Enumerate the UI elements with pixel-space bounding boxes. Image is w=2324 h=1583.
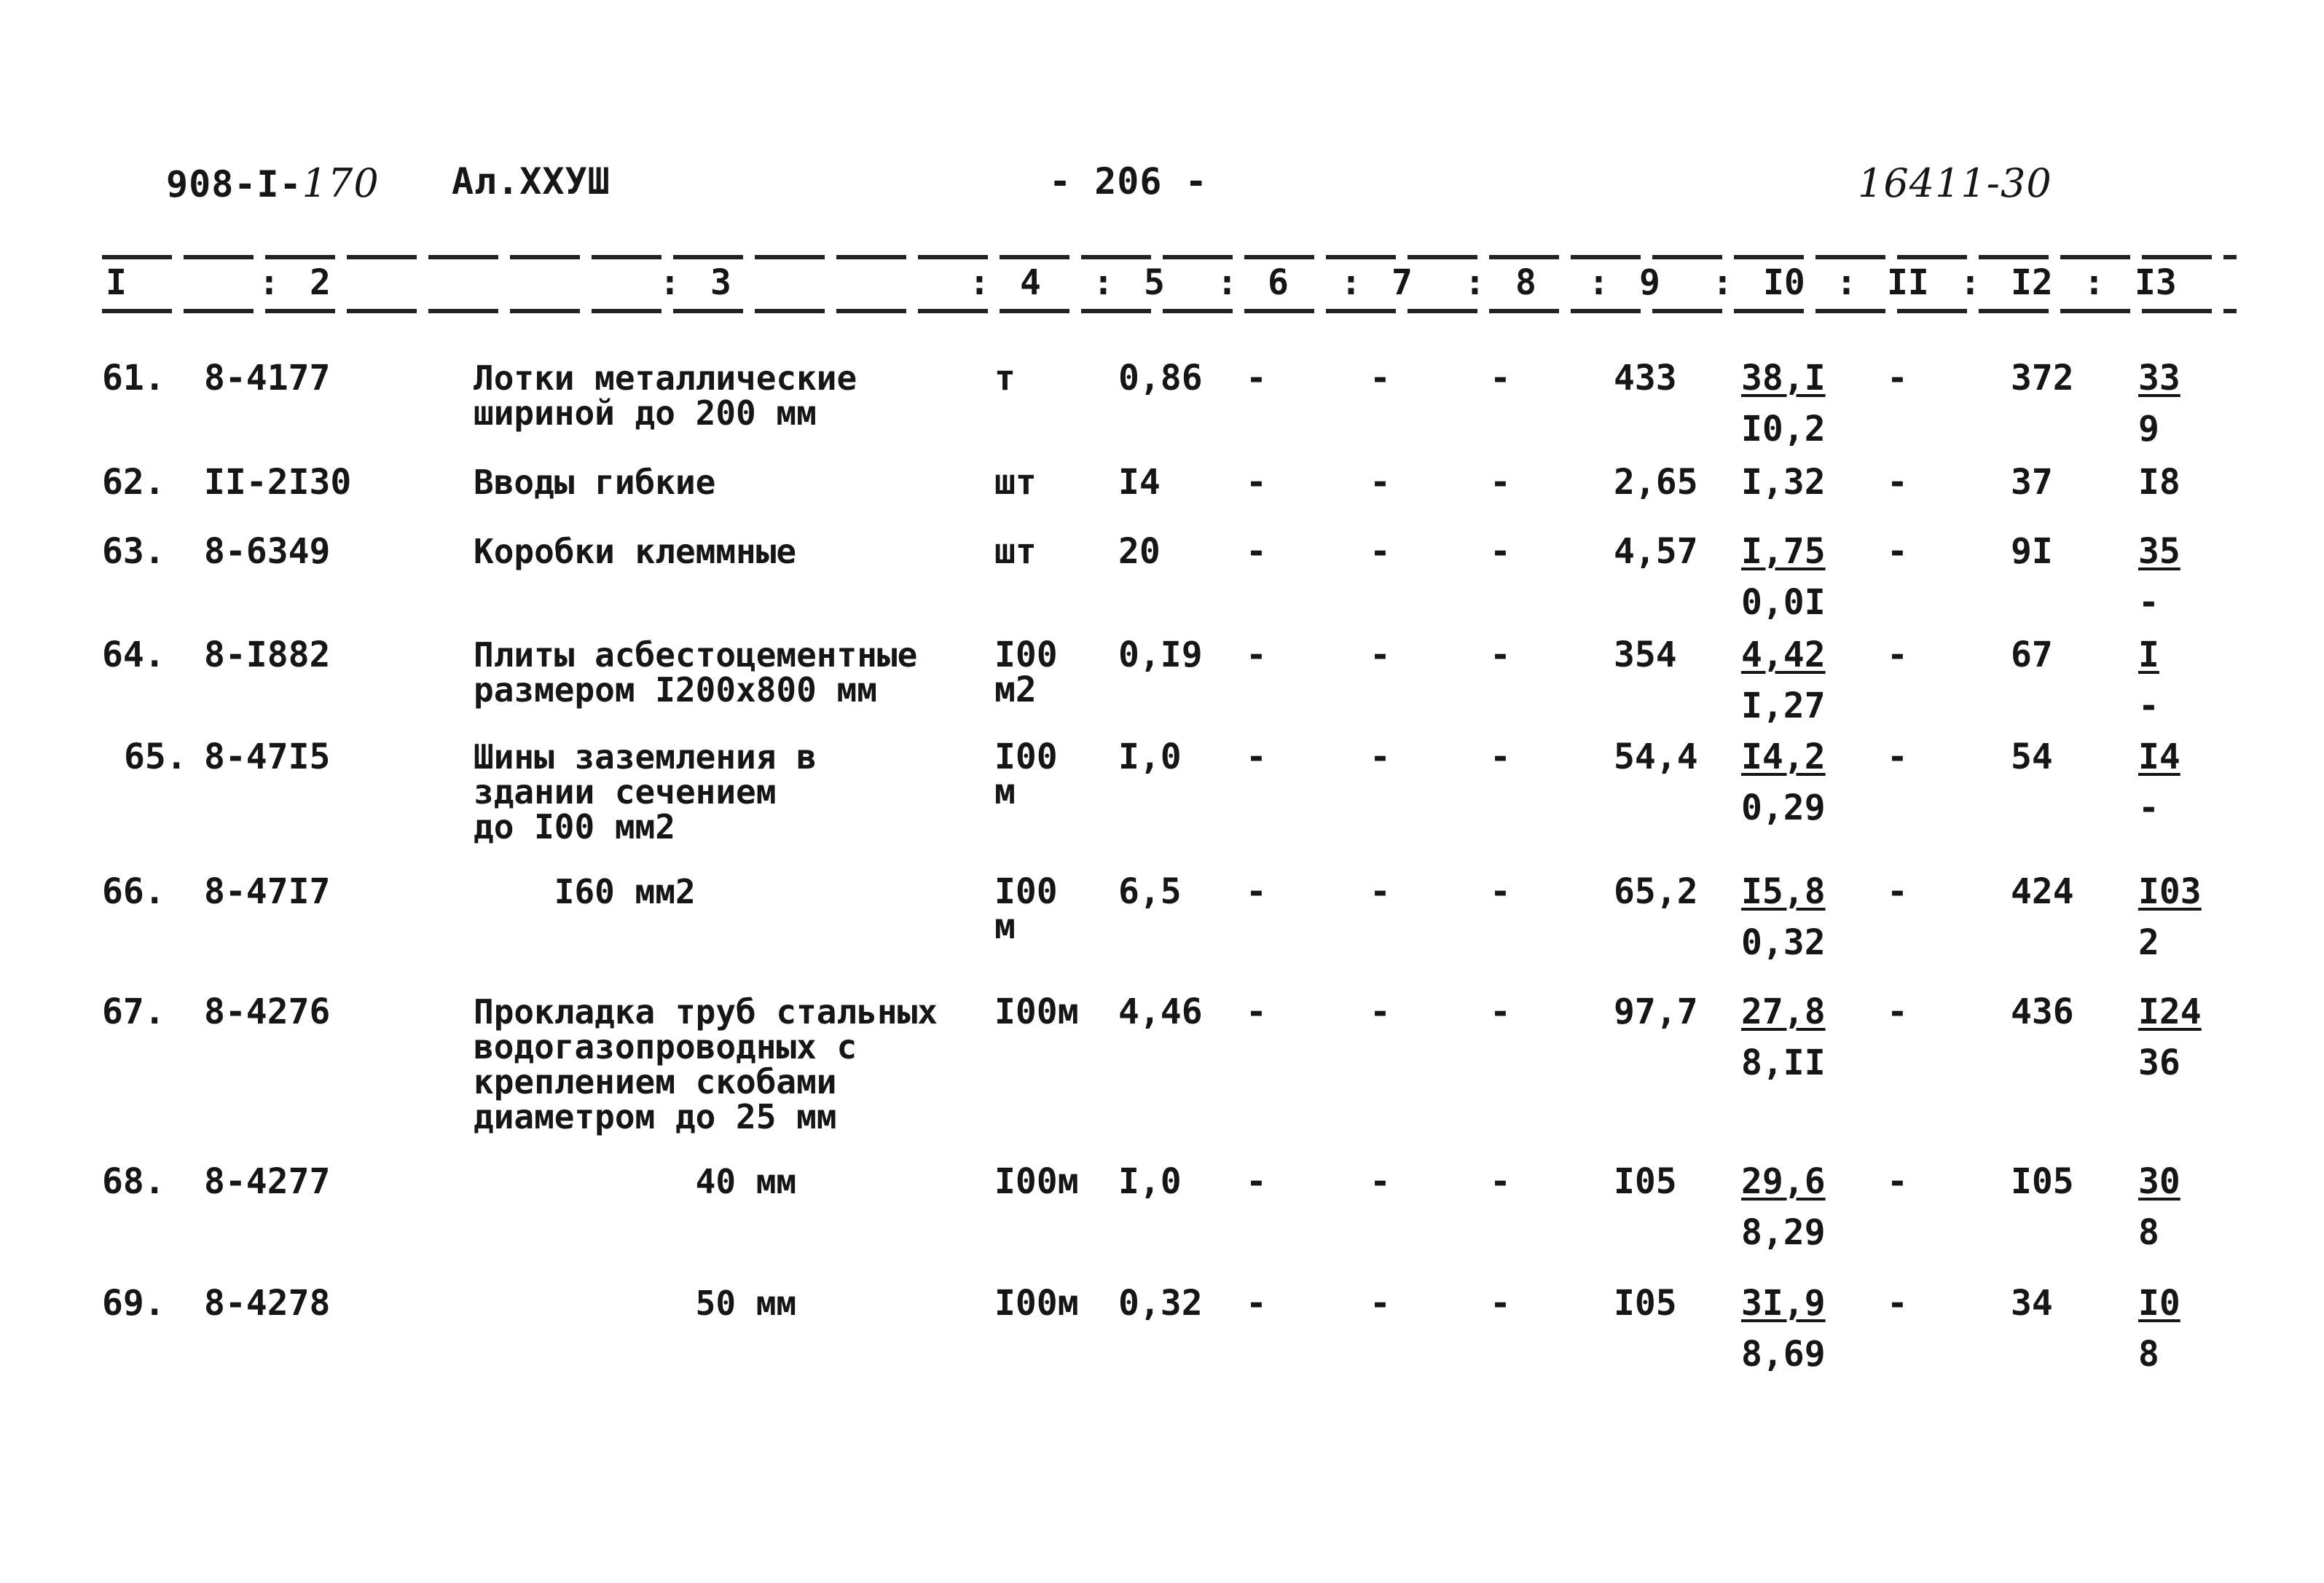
row-number: 63. bbox=[102, 531, 165, 572]
col-10-bottom-value: I0,2 bbox=[1741, 409, 1826, 449]
col-9-value: 354 bbox=[1614, 635, 1677, 675]
col-13-bottom-value: 9 bbox=[2138, 409, 2159, 449]
quantity: I,0 bbox=[1118, 1161, 1182, 1202]
col-13-fraction bbox=[2138, 736, 2180, 828]
quantity: I,0 bbox=[1118, 736, 1182, 777]
col-10-bottom-value: 8,69 bbox=[1741, 1334, 1826, 1375]
col-13-fraction bbox=[2138, 1283, 2180, 1375]
col-6-value: - bbox=[1246, 462, 1267, 503]
col-10-top-value: 4,42 bbox=[1741, 635, 1826, 675]
col-11-value: - bbox=[1887, 871, 1908, 912]
row-number: 67. bbox=[102, 991, 165, 1032]
col-9-value: 65,2 bbox=[1614, 871, 1698, 912]
norm-code: 8-47I5 bbox=[204, 736, 331, 777]
col-11-value: - bbox=[1887, 991, 1908, 1032]
work-description: Коробки клеммные bbox=[474, 532, 797, 571]
row-number: 66. bbox=[102, 871, 165, 912]
col-7-value: - bbox=[1370, 991, 1391, 1032]
column-header-8: 8 bbox=[1515, 262, 1536, 303]
col-8-value: - bbox=[1490, 991, 1511, 1032]
work-description: Лотки металлические шириной до 200 мм bbox=[474, 358, 857, 433]
col-7-value: - bbox=[1370, 871, 1391, 912]
col-9-value: I05 bbox=[1614, 1161, 1677, 1202]
col-10-fraction bbox=[1741, 991, 1826, 1083]
col-11-value: - bbox=[1887, 358, 1908, 398]
col-13-fraction bbox=[2138, 635, 2159, 726]
col-13-top-value: I4 bbox=[2138, 736, 2180, 777]
norm-code: 8-4276 bbox=[204, 991, 331, 1032]
col-13-bottom-value: - bbox=[2138, 787, 2159, 828]
quantity: 4,46 bbox=[1118, 991, 1203, 1032]
column-separator: : bbox=[259, 262, 280, 303]
norm-code: 8-4177 bbox=[204, 358, 331, 398]
col-13-top-value: I bbox=[2138, 635, 2159, 675]
col-13-top-value: 33 bbox=[2138, 358, 2180, 398]
col-10-bottom-value: 0,29 bbox=[1741, 787, 1826, 828]
column-separator: : bbox=[1960, 262, 1981, 303]
col-10-fraction bbox=[1741, 871, 1826, 963]
col-9-value: 54,4 bbox=[1614, 736, 1698, 777]
col-10-fraction bbox=[1741, 1283, 1826, 1375]
page-number bbox=[1049, 160, 1208, 203]
work-description: 50 мм bbox=[474, 1284, 797, 1323]
column-header-3: 3 bbox=[710, 262, 731, 303]
col-8-value: - bbox=[1490, 1283, 1511, 1324]
col-7-value: - bbox=[1370, 531, 1391, 572]
col-12-value: 9I bbox=[2011, 531, 2053, 572]
column-separator: : bbox=[1093, 262, 1114, 303]
col-13-fraction bbox=[2138, 358, 2180, 449]
col-13-top-value: I0 bbox=[2138, 1283, 2180, 1324]
column-separator: : bbox=[1712, 262, 1733, 303]
column-separator: : bbox=[1588, 262, 1609, 303]
col-8-value: - bbox=[1490, 736, 1511, 777]
col-10-bottom-value: I,27 bbox=[1741, 686, 1826, 726]
col-10-bottom-value: 0,32 bbox=[1741, 922, 1826, 963]
col-12-value: 54 bbox=[2011, 736, 2053, 777]
album-label: Ал.XXУШ bbox=[452, 160, 611, 203]
column-header-5: 5 bbox=[1144, 262, 1165, 303]
col-13-fraction bbox=[2138, 531, 2180, 623]
col-8-value: - bbox=[1490, 1161, 1511, 1202]
column-header-10: I0 bbox=[1763, 262, 1805, 303]
unit-of-measure: I00м bbox=[994, 1161, 1079, 1202]
page-number-text: - 206 - bbox=[1049, 160, 1208, 203]
quantity: 6,5 bbox=[1118, 871, 1182, 912]
col-12-value: 67 bbox=[2011, 635, 2053, 675]
col-13-bottom-value: - bbox=[2138, 686, 2159, 726]
unit-of-measure: I00 м2 bbox=[994, 635, 1058, 710]
col-10-bottom-value: 8,II bbox=[1741, 1042, 1826, 1083]
col-11-value: - bbox=[1887, 1283, 1908, 1324]
col-6-value: - bbox=[1246, 635, 1267, 675]
col-13-bottom-value: 2 bbox=[2138, 922, 2159, 963]
col-7-value: - bbox=[1370, 462, 1391, 503]
column-header-13: I3 bbox=[2135, 262, 2177, 303]
col-10-top-value: 27,8 bbox=[1741, 991, 1826, 1032]
col-13-bottom-value: 8 bbox=[2138, 1212, 2159, 1253]
document-number-printed: 908-I- bbox=[166, 163, 302, 205]
norm-code: 8-4278 bbox=[204, 1283, 331, 1324]
col-8-value: - bbox=[1490, 635, 1511, 675]
col-12-value: 37 bbox=[2011, 462, 2053, 503]
col-7-value: - bbox=[1370, 1283, 1391, 1324]
column-header-1: I bbox=[106, 262, 127, 303]
work-description: Плиты асбестоцементные размером I200x800 мм bbox=[474, 635, 918, 710]
col-13-bottom-value: - bbox=[2138, 582, 2159, 623]
row-number: 61. bbox=[102, 358, 165, 398]
norm-code: 8-6349 bbox=[204, 531, 331, 572]
work-description: Шины заземления в здании сечением до I00 мм2 bbox=[474, 737, 817, 847]
work-description: I60 мм2 bbox=[474, 872, 696, 911]
column-header-7: 7 bbox=[1391, 262, 1413, 303]
col-9-value: 2,65 bbox=[1614, 462, 1698, 503]
col-6-value: - bbox=[1246, 358, 1267, 398]
col-8-value: - bbox=[1490, 871, 1511, 912]
col-6-value: - bbox=[1246, 871, 1267, 912]
col-11-value: - bbox=[1887, 462, 1908, 503]
row-number: 69. bbox=[102, 1283, 165, 1324]
col-10-bottom-value: 8,29 bbox=[1741, 1212, 1826, 1253]
unit-of-measure: шт bbox=[994, 531, 1037, 572]
col-7-value: - bbox=[1370, 736, 1391, 777]
column-header-2: 2 bbox=[310, 262, 331, 303]
row-number: 64. bbox=[102, 635, 165, 675]
col-6-value: - bbox=[1246, 1161, 1267, 1202]
col-13-top-value: 30 bbox=[2138, 1161, 2180, 1202]
col-10-fraction bbox=[1741, 358, 1826, 449]
unit-of-measure: I00м bbox=[994, 1283, 1079, 1324]
col-8-value: - bbox=[1490, 531, 1511, 572]
column-separator: : bbox=[1340, 262, 1362, 303]
col-6-value: - bbox=[1246, 991, 1267, 1032]
col-10-fraction bbox=[1741, 635, 1826, 726]
row-number: 68. bbox=[102, 1161, 165, 1202]
document-number-handwritten: 170 bbox=[302, 160, 380, 206]
document-number bbox=[166, 160, 380, 206]
col-10-fraction bbox=[1741, 1161, 1826, 1253]
col-6-value: - bbox=[1246, 531, 1267, 572]
column-separator: : bbox=[2084, 262, 2105, 303]
col-12-value: 424 bbox=[2011, 871, 2074, 912]
col-13-fraction bbox=[2138, 871, 2202, 963]
col-10-top-value: 29,6 bbox=[1741, 1161, 1826, 1202]
norm-code: 8-I882 bbox=[204, 635, 331, 675]
norm-code: 8-47I7 bbox=[204, 871, 331, 912]
quantity: I4 bbox=[1118, 462, 1161, 503]
col-13-top-value: 35 bbox=[2138, 531, 2180, 572]
col-13-fraction bbox=[2138, 1161, 2180, 1253]
norm-code: 8-4277 bbox=[204, 1161, 331, 1202]
col-11-value: - bbox=[1887, 736, 1908, 777]
col-9-value: 4,57 bbox=[1614, 531, 1698, 572]
col-6-value: - bbox=[1246, 1283, 1267, 1324]
column-header-11: II bbox=[1887, 262, 1929, 303]
col-7-value: - bbox=[1370, 358, 1391, 398]
col-10-top-value: I5,8 bbox=[1741, 871, 1826, 912]
unit-of-measure: I00 м bbox=[994, 736, 1058, 812]
col-12-value: 372 bbox=[2011, 358, 2074, 398]
column-separator: : bbox=[969, 262, 990, 303]
col-10-bottom-value: 0,0I bbox=[1741, 582, 1826, 623]
col-10-top-value: 3I,9 bbox=[1741, 1283, 1826, 1324]
work-description: 40 мм bbox=[474, 1162, 797, 1201]
quantity: 0,86 bbox=[1118, 358, 1203, 398]
table-header-rule bbox=[102, 309, 2237, 313]
work-description: Прокладка труб стальных водогазопроводных с креплением скобами диаметром до 25 мм bbox=[474, 992, 938, 1136]
quantity: 0,I9 bbox=[1118, 635, 1203, 675]
col-6-value: - bbox=[1246, 736, 1267, 777]
col-13-top-value: I24 bbox=[2138, 991, 2202, 1032]
col-12-value: I05 bbox=[2011, 1161, 2074, 1202]
col-13-bottom-value: 36 bbox=[2138, 1042, 2180, 1083]
col-9-value: 433 bbox=[1614, 358, 1677, 398]
quantity: 20 bbox=[1118, 531, 1161, 572]
row-number: 65. bbox=[124, 736, 187, 777]
col-11-value: - bbox=[1887, 1161, 1908, 1202]
column-header-4: 4 bbox=[1020, 262, 1041, 303]
row-number: 62. bbox=[102, 462, 165, 503]
col-11-value: - bbox=[1887, 531, 1908, 572]
col-10-top-value: I4,2 bbox=[1741, 736, 1826, 777]
col-10-top-value: I,32 bbox=[1741, 462, 1826, 503]
col-12-value: 34 bbox=[2011, 1283, 2053, 1324]
unit-of-measure: т bbox=[994, 358, 1016, 398]
page-header bbox=[0, 160, 2324, 219]
column-separator: : bbox=[659, 262, 680, 303]
work-description: Вводы гибкие bbox=[474, 463, 716, 502]
col-7-value: - bbox=[1370, 1161, 1391, 1202]
col-13-top-value: I03 bbox=[2138, 871, 2202, 912]
col-13-fraction bbox=[2138, 462, 2180, 503]
unit-of-measure: I00 м bbox=[994, 871, 1058, 947]
column-separator: : bbox=[1836, 262, 1857, 303]
col-12-value: 436 bbox=[2011, 991, 2074, 1032]
column-header-6: 6 bbox=[1268, 262, 1289, 303]
col-10-fraction bbox=[1741, 736, 1826, 828]
column-header-12: I2 bbox=[2011, 262, 2053, 303]
col-10-fraction bbox=[1741, 462, 1826, 503]
col-8-value: - bbox=[1490, 358, 1511, 398]
col-11-value: - bbox=[1887, 635, 1908, 675]
col-7-value: - bbox=[1370, 635, 1391, 675]
col-8-value: - bbox=[1490, 462, 1511, 503]
col-9-value: 97,7 bbox=[1614, 991, 1698, 1032]
registration-code: 16411-30 bbox=[1858, 160, 2052, 206]
col-13-top-value: I8 bbox=[2138, 462, 2180, 503]
col-9-value: I05 bbox=[1614, 1283, 1677, 1324]
table-top-rule bbox=[102, 255, 2237, 259]
quantity: 0,32 bbox=[1118, 1283, 1203, 1324]
unit-of-measure: шт bbox=[994, 462, 1037, 503]
column-separator: : bbox=[1217, 262, 1238, 303]
col-10-top-value: 38,I bbox=[1741, 358, 1826, 398]
norm-code: II-2I30 bbox=[204, 462, 352, 503]
col-13-fraction bbox=[2138, 991, 2202, 1083]
col-10-top-value: I,75 bbox=[1741, 531, 1826, 572]
col-13-bottom-value: 8 bbox=[2138, 1334, 2159, 1375]
column-header-9: 9 bbox=[1639, 262, 1660, 303]
unit-of-measure: I00м bbox=[994, 991, 1079, 1032]
column-separator: : bbox=[1464, 262, 1485, 303]
col-10-fraction bbox=[1741, 531, 1826, 623]
